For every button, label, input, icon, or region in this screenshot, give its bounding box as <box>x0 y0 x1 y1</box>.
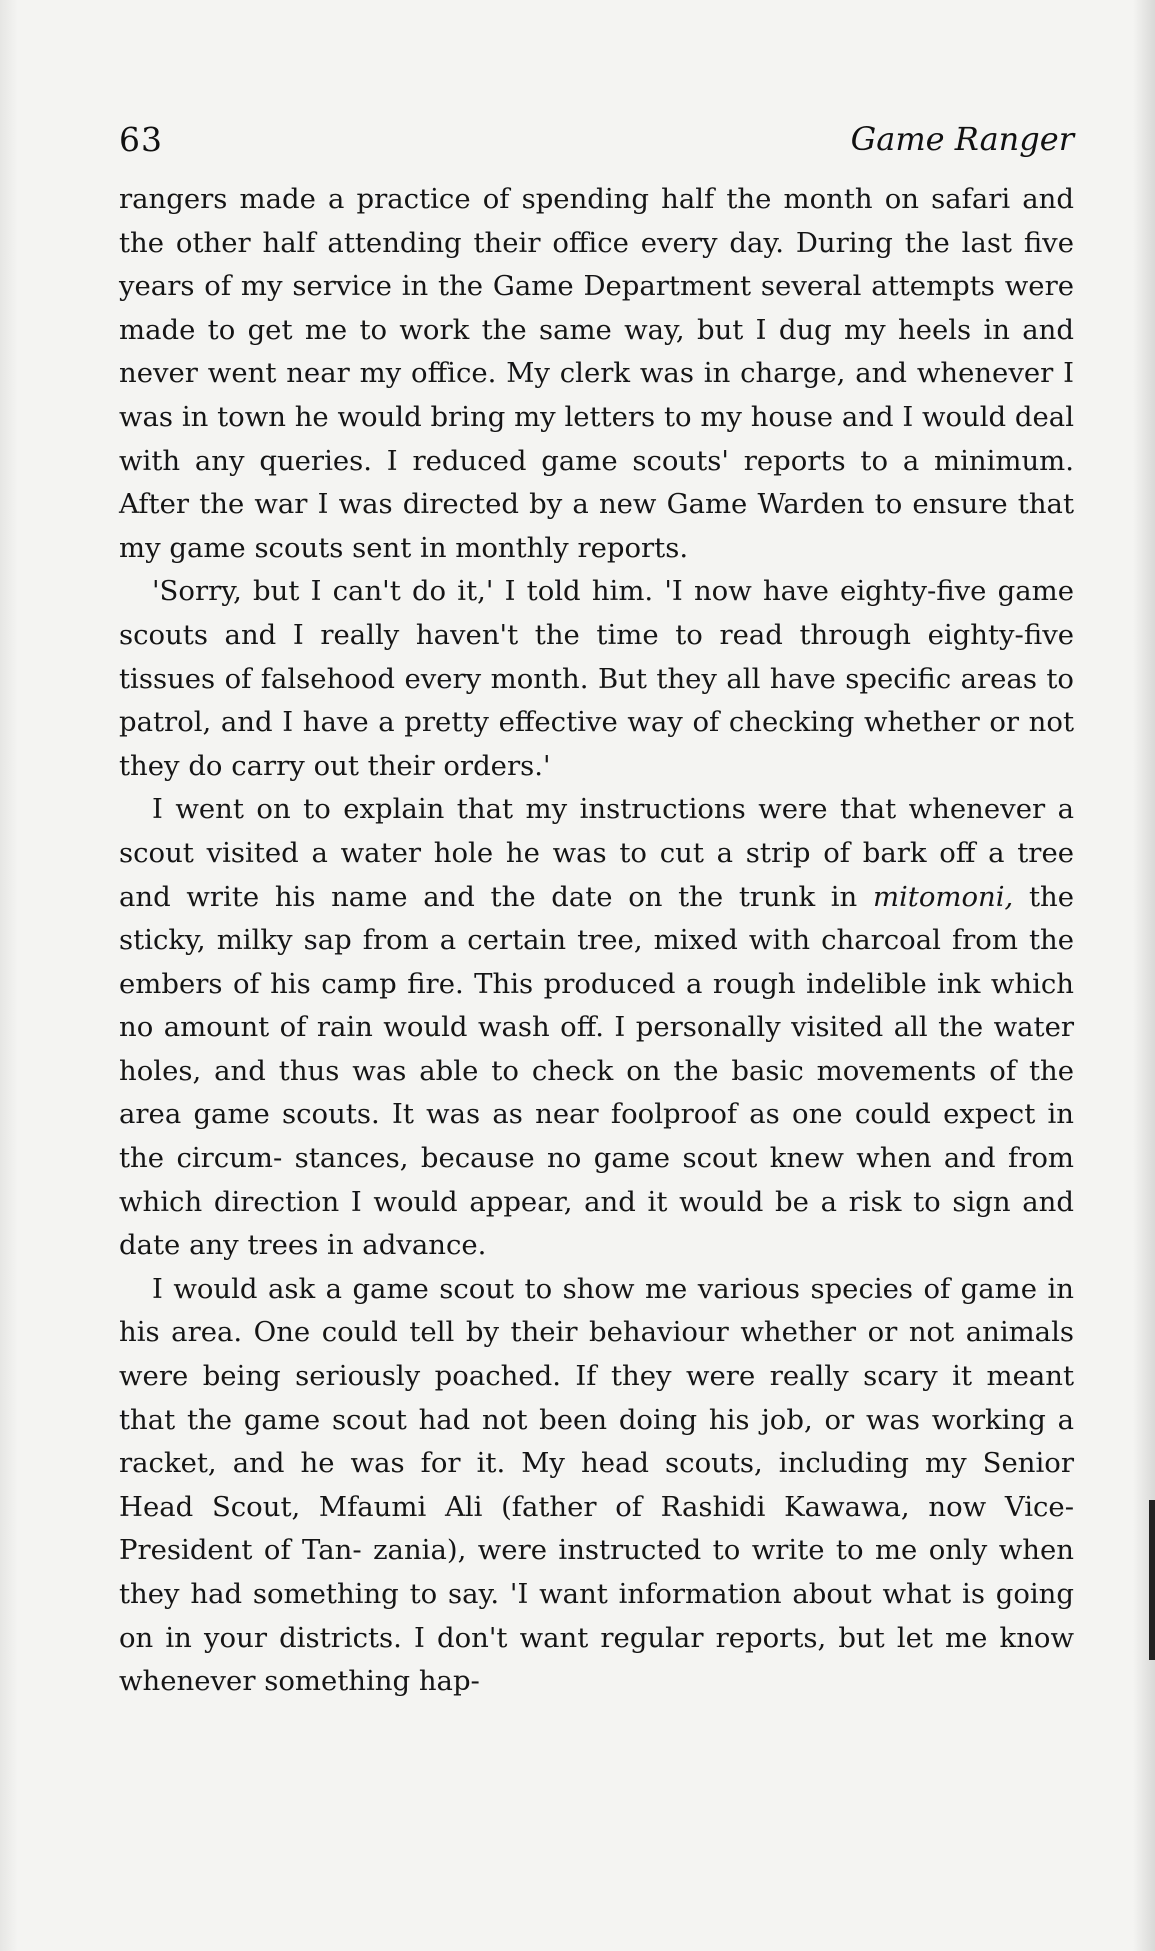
paragraph-3-text-after: the sticky, milky sap from a certain tree, mixed with charcoal from the embers of his camp fire. This produced a rough indelible ink which no amount of rain would wash off. I personally visited all the water holes, and thus was able to check on the basic movements of the area game scouts. It was as near foolproof as one could expect in the circum- stances, because no game scout knew when and from which direction I would appear, and it would be a risk to sign and date any trees in advance. <box>119 880 1075 1262</box>
body-text <box>119 178 1074 1704</box>
paragraph-1: rangers made a practice of spending half the month on safari and the other half attending their office every day. During the last five years of my service in the Game Department several attempts were made to get me to work the same way, but I dug my heels in and never went near my office. My clerk was in charge, and whenever I was in town he would bring my letters to my house and I would deal with any queries. I reduced game scouts' reports to a minimum. After the war I was directed by a new Game Warden to ensure that my game scouts sent in monthly reports. <box>119 183 1074 564</box>
page-edge-mark <box>1149 1500 1155 1660</box>
paragraph-2: 'Sorry, but I can't do it,' I told him. 'I now have eighty-five game scouts and I really haven't the time to read through eighty-five tissues of falsehood every month. But they all have specific areas to patrol, and I have a pretty effective way of checking whether or not they do carry out their orders.' <box>119 575 1074 782</box>
paragraph-3 <box>119 788 1074 1268</box>
paragraph-4: I would ask a game scout to show me various species of game in his area. One could tell by their behaviour whether or not animals were being seriously poached. If they were really scary it meant that the game scout had not been doing his job, or was working a racket, and he was for it. My head scouts, including my Senior Head Scout, Mfaumi Ali (father of Rashidi Kawawa, now Vice-President of Tan- zania), were instructed to write to me only when they had something to say. 'I want information about what is going on in your districts. I don't want regular reports, but let me know whenever something hap- <box>119 1272 1074 1698</box>
paragraph-3-italic-term: mitomoni, <box>872 880 1014 913</box>
page-gutter-shadow <box>0 0 18 1951</box>
running-title: Game Ranger <box>850 120 1074 158</box>
page-number: 63 <box>119 120 163 159</box>
paragraph-3-text-before: I went on to explain that my instructions were that whenever a scout visited a water hole he was to cut a strip of bark off a tree and write his name and the date on the trunk in <box>119 793 1074 913</box>
running-header <box>119 120 1074 170</box>
